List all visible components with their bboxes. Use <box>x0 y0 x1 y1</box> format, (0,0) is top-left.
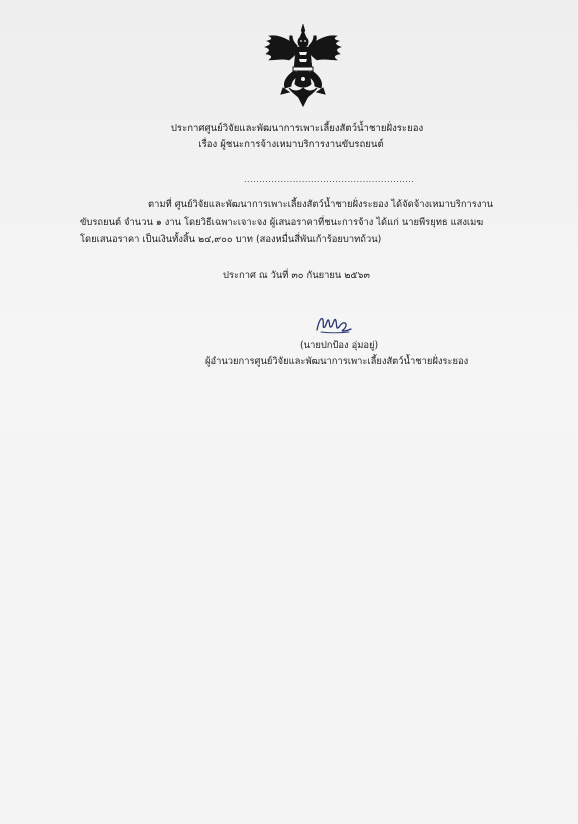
body-paragraph-line-1: ตามที่ ศูนย์วิจัยและพัฒนาการเพาะเลี้ยงสัตว์น้ำชายฝั่งระยอง ได้จัดจ้างเหมาบริการงาน <box>148 199 494 210</box>
body-paragraph-line-2: ขับรถยนต์ จำนวน ๑ งาน โดยวิธีเฉพาะเจาะจง ผู้เสนอราคาที่ชนะการจ้าง ได้แก่ นายพีรยุทธ แสงเมฆ <box>80 217 484 228</box>
signer-position: ผู้อำนวยการศูนย์วิจัยและพัฒนาการเพาะเลี้ยงสัตว์น้ำชายฝั่งระยอง <box>205 356 469 367</box>
announcement-subject: เรื่อง ผู้ชนะการจ้างเหมาบริการงานขับรถยนต์ <box>198 139 384 150</box>
body-paragraph-line-3: โดยเสนอราคา เป็นเงินทั้งสิ้น ๒๔,๙๐๐ บาท (สองหมื่นสี่พันเก้าร้อยบาทถ้วน) <box>80 234 382 245</box>
signer-name: (นายปกป้อง อุ่มอยู่) <box>300 340 379 351</box>
announcement-date: ประกาศ ณ วันที่ ๓๐ กันยายน ๒๕๖๓ <box>223 270 370 281</box>
announcement-title: ประกาศศูนย์วิจัยและพัฒนาการเพาะเลี้ยงสัตว์น้ำชายฝั่งระยอง <box>170 123 424 134</box>
garuda-emblem-icon <box>259 22 347 108</box>
handwritten-signature-icon <box>313 312 355 338</box>
separator-line: ........................................................ <box>244 175 415 184</box>
